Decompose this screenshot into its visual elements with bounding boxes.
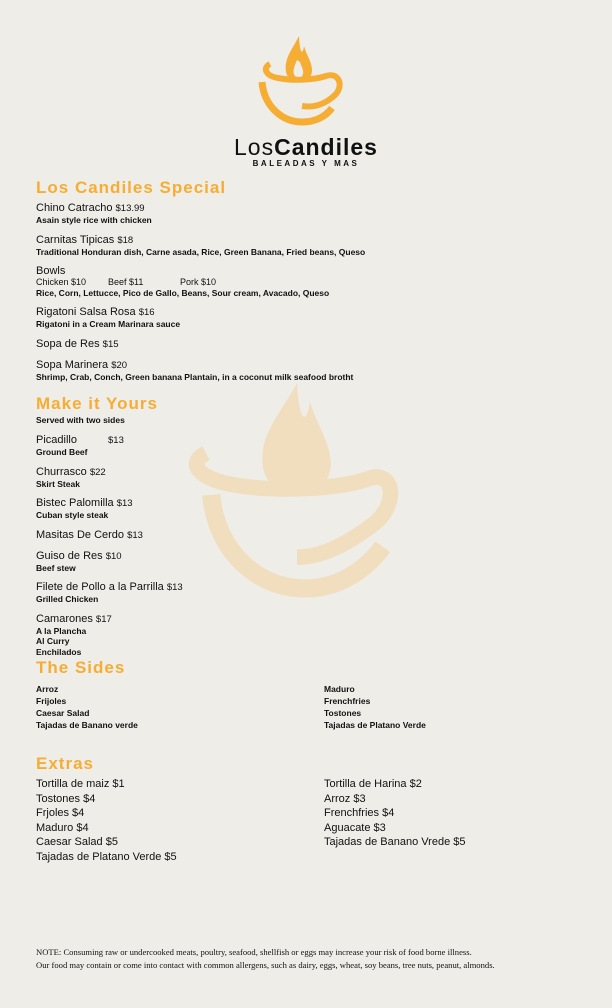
menu-item: Picadillo $13 Ground Beef [36,434,124,457]
menu-item: Rigatoni Salsa Rosa $16 Rigatoni in a Cream Marinara sauce [36,306,181,329]
menu-item: Camarones $17 A la Plancha Al Curry Enchilados [36,612,112,657]
extra-item: Tajadas de Platano Verde $5 [36,850,177,863]
section-special [36,178,365,382]
extra-item: Tajadas de Banano Vrede $5 [324,836,466,849]
extra-item: Tortilla de maiz $1 [36,778,125,790]
extra-item: Aguacate $3 [324,821,386,834]
brand-name: LosCandiles [234,134,378,160]
extra-item: Maduro $4 [36,821,89,834]
note-line: Our food may contain or come into contact with common allergens, such as dairy, eggs, wheat, soy beans, tree nuts, peanut, almonds. [36,960,495,970]
side-item: Frijoles [36,696,67,706]
side-item: Maduro [324,684,355,694]
section-title: Extras [36,754,94,773]
extra-item: Frjoles $4 [36,807,85,820]
menu-item: Sopa Marinera $20 Shrimp, Crab, Conch, Green banana Plantain, in a coconut milk seafood brotht [36,358,354,382]
section-make-it-yours [36,394,183,657]
extras-left-list [36,777,177,865]
menu-item: Chino Catracho $13.99 Asain style rice with chicken [36,202,152,225]
sides-left-list [36,683,138,731]
side-item: Tajadas de Banano verde [36,720,138,730]
allergy-note [36,946,495,972]
section-subtitle: Served with two sides [36,415,125,425]
menu-item: Carnitas Tipicas $18 Traditional Honduran dish, Carne asada, Rice, Green Banana, Fried beans, Queso [36,233,366,257]
menu-item: Sopa de Res $15 [36,337,119,350]
section-sides [36,658,596,730]
extra-item: Frenchfries $4 [324,807,395,820]
side-item: Arroz [36,684,59,694]
section-title: The Sides [36,658,126,677]
side-item: Tajadas de Platano Verde [324,720,426,730]
menu-item: Bowls Chicken $10 Beef $11 Pork $10 Rice, Corn, Lettucce, Pico de Gallo, Beans, Sour cream, Avacado, Queso [36,265,330,298]
side-item: Frenchfries [324,696,371,706]
extra-item: Tostones $4 [36,792,96,805]
side-item: Tostones [324,708,362,718]
cup-watermark-icon [180,370,440,630]
extra-item: Caesar Salad $5 [36,836,118,849]
menu-item: Filete de Pollo a la Parrilla $13 Grilled Chicken [36,581,183,604]
section-title: Los Candiles Special [36,178,227,197]
cup-flame-logo-icon [255,34,357,134]
menu-item: Masitas De Cerdo $13 [36,528,143,541]
sides-right-list [324,683,426,731]
side-item: Caesar Salad [36,708,90,718]
extra-item: Tortilla de Harina $2 [324,778,422,790]
extra-item: Arroz $3 [324,792,366,805]
extras-right-list [324,777,465,850]
menu-item: Churrasco $22 Skirt Steak [36,465,106,489]
menu-item: Bistec Palomilla $13 Cuban style steak [36,497,133,520]
menu-item: Guiso de Res $10 Beef stew [36,549,122,573]
section-extras [36,754,596,863]
section-title: Make it Yours [36,394,158,413]
brand-tagline: BALEADAS Y MAS [252,159,360,168]
note-line: NOTE: Consuming raw or undercooked meats, poultry, seafood, shellfish or eggs may increase your risk of food borne illness. [36,947,472,957]
